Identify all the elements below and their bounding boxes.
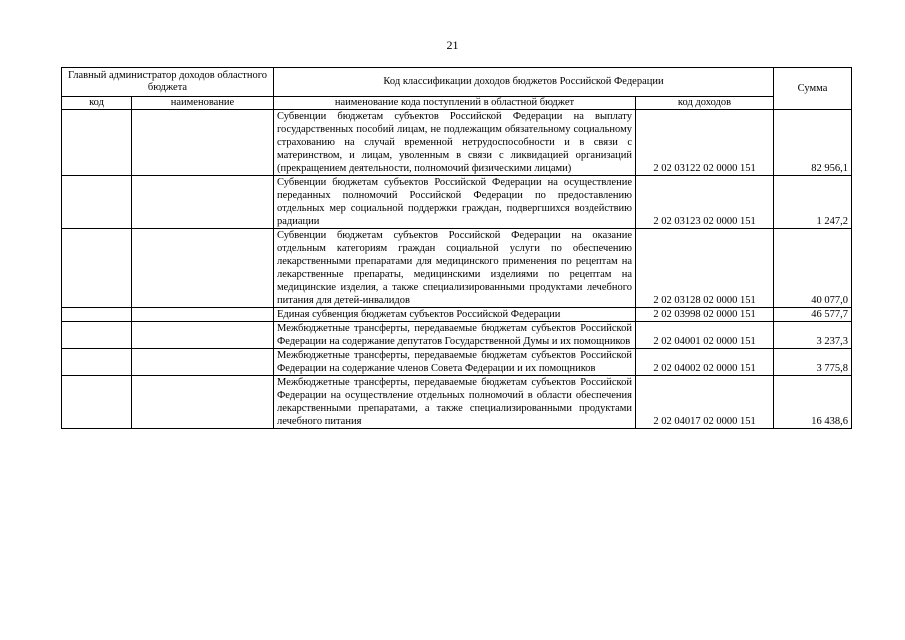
- income-code-cell: 2 02 03122 02 0000 151: [636, 110, 774, 176]
- admin-code-cell: [62, 229, 132, 308]
- sum-cell: 3 775,8: [774, 349, 852, 376]
- admin-code-cell: [62, 176, 132, 229]
- header-sum: Сумма: [774, 68, 852, 110]
- admin-name-cell: [132, 308, 274, 322]
- table-row: [62, 229, 852, 308]
- admin-name-cell: [132, 229, 274, 308]
- table-body: [62, 110, 852, 429]
- table-row: [62, 376, 852, 429]
- table-row: [62, 349, 852, 376]
- sum-cell: 82 956,1: [774, 110, 852, 176]
- header-code: код: [62, 97, 132, 110]
- income-name-cell: Субвенции бюджетам субъектов Российской Федерации на оказание отдельным категориям граждан социальной услуги по обеспечению лекарственными препаратами для медицинского применения по рецептам на лекарственные препараты, медицинскими изделиями по рецептам на медицинские изделия, а также специализированными продуктами лечебного питания для детей-инвалидов: [274, 229, 636, 308]
- admin-name-cell: [132, 322, 274, 349]
- income-code-cell: 2 02 04017 02 0000 151: [636, 376, 774, 429]
- income-name-cell: Единая субвенция бюджетам субъектов Российской Федерации: [274, 308, 636, 322]
- table-row: [62, 176, 852, 229]
- table-row: [62, 322, 852, 349]
- header-classification-group: Код классификации доходов бюджетов Российской Федерации: [274, 68, 774, 97]
- admin-code-cell: [62, 308, 132, 322]
- income-name-cell: Межбюджетные трансферты, передаваемые бюджетам субъектов Российской Федерации на содержание депутатов Государственной Думы и их помощников: [274, 322, 636, 349]
- admin-code-cell: [62, 110, 132, 176]
- admin-code-cell: [62, 322, 132, 349]
- sum-cell: 3 237,3: [774, 322, 852, 349]
- table-header: [62, 68, 852, 110]
- sum-cell: 1 247,2: [774, 176, 852, 229]
- admin-code-cell: [62, 376, 132, 429]
- header-name: наименование: [132, 97, 274, 110]
- page-number: 21: [446, 38, 459, 52]
- income-code-cell: 2 02 03998 02 0000 151: [636, 308, 774, 322]
- sum-cell: 16 438,6: [774, 376, 852, 429]
- header-income-name: наименование кода поступлений в областной бюджет: [274, 97, 636, 110]
- admin-code-cell: [62, 349, 132, 376]
- sum-cell: 46 577,7: [774, 308, 852, 322]
- income-code-cell: 2 02 04001 02 0000 151: [636, 322, 774, 349]
- income-name-cell: Межбюджетные трансферты, передаваемые бюджетам субъектов Российской Федерации на осуществление отдельных полномочий в области обеспечения лекарственными препаратами, а также специализированными продуктами лечебного питания: [274, 376, 636, 429]
- income-table: [61, 67, 852, 429]
- admin-name-cell: [132, 110, 274, 176]
- income-code-cell: 2 02 03128 02 0000 151: [636, 229, 774, 308]
- income-code-cell: 2 02 03123 02 0000 151: [636, 176, 774, 229]
- income-code-cell: 2 02 04002 02 0000 151: [636, 349, 774, 376]
- sum-cell: 40 077,0: [774, 229, 852, 308]
- table-row: [62, 308, 852, 322]
- income-name-cell: Межбюджетные трансферты, передаваемые бюджетам субъектов Российской Федерации на содержание членов Совета Федерации и их помощников: [274, 349, 636, 376]
- header-admin-group: Главный администратор доходов областного бюджета: [62, 68, 274, 97]
- admin-name-cell: [132, 176, 274, 229]
- admin-name-cell: [132, 376, 274, 429]
- income-name-cell: Субвенции бюджетам субъектов Российской Федерации на выплату государственных пособий лицам, не подлежащим обязательному социальному страхованию на случай временной нетрудоспособности и в связи с материнством, и лицам, уволенным в связи с ликвидацией организаций (прекращением деятельности, полномочий физическими лицами): [274, 110, 636, 176]
- header-income-code: код доходов: [636, 97, 774, 110]
- income-name-cell: Субвенции бюджетам субъектов Российской Федерации на осуществление переданных полномочий Российской Федерации по предоставлению отдельных мер социальной поддержки граждан, подвергшихся воздействию радиации: [274, 176, 636, 229]
- table-row: [62, 110, 852, 176]
- admin-name-cell: [132, 349, 274, 376]
